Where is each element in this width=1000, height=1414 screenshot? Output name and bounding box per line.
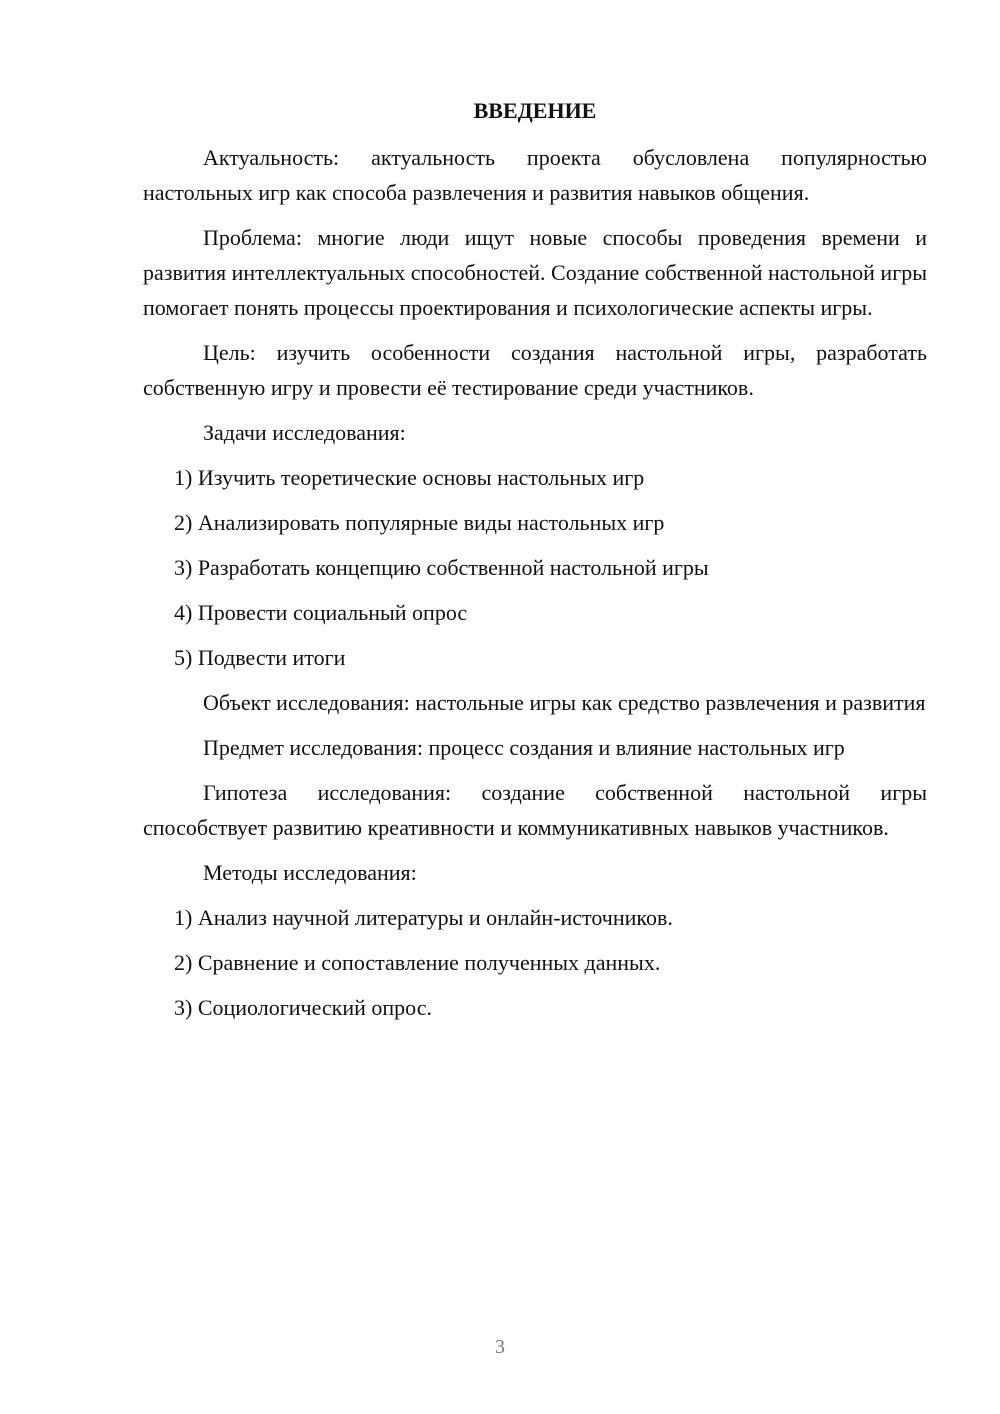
object-paragraph: Объект исследования: настольные игры как средство развлечения и развития — [203, 690, 926, 715]
method-item: 2) Сравнение и сопоставление полученных данных. — [174, 950, 661, 975]
relevance-paragraph: Актуальность: актуальность проекта обусловлена популярностью настольных игр как способа развлечения и развития навыков общения. — [143, 145, 927, 205]
methods-heading: Методы исследования: — [203, 860, 417, 885]
method-item: 1) Анализ научной литературы и онлайн-источников. — [174, 905, 673, 930]
goal-paragraph: Цель: изучить особенности создания настольной игры, разработать собственную игру и провести её тестирование среди участников. — [143, 340, 927, 400]
problem-paragraph: Проблема: многие люди ищут новые способы проведения времени и развития интеллектуальных способностей. Создание собственной настольной игры помогает понять процессы проектирования и психологические аспекты игры. — [143, 225, 927, 320]
methods-list — [143, 900, 927, 1025]
tasks-list — [143, 460, 927, 675]
document-body — [143, 96, 927, 1035]
task-item: 4) Провести социальный опрос — [174, 600, 468, 625]
subject-paragraph: Предмет исследования: процесс создания и влияние настольных игр — [203, 735, 845, 760]
tasks-heading: Задачи исследования: — [203, 420, 406, 445]
task-item: 1) Изучить теоретические основы настольных игр — [174, 465, 645, 490]
task-item: 5) Подвести итоги — [174, 645, 346, 670]
section-title: ВВЕДЕНИЕ — [473, 98, 597, 123]
task-item: 2) Анализировать популярные виды настольных игр — [174, 510, 665, 535]
page-number: 3 — [495, 1336, 505, 1358]
method-item: 3) Социологический опрос. — [174, 995, 432, 1020]
task-item: 3) Разработать концепцию собственной настольной игры — [174, 555, 709, 580]
hypothesis-paragraph: Гипотеза исследования: создание собственной настольной игры способствует развитию креативности и коммуникативных навыков участников. — [143, 780, 927, 840]
